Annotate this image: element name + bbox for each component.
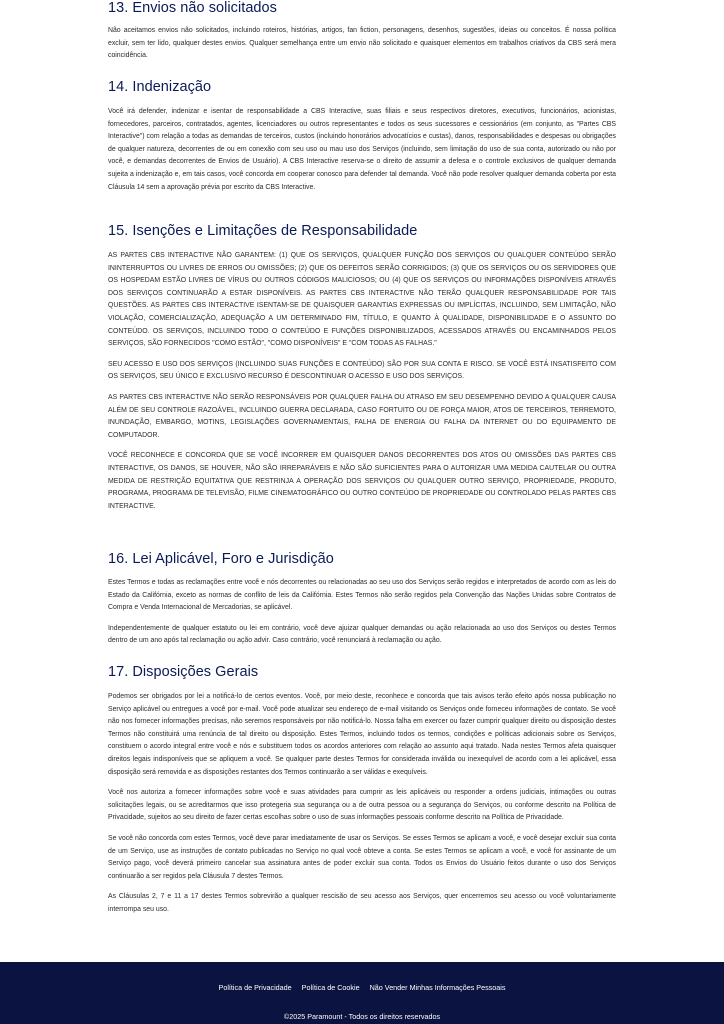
section-paragraph: VOCÊ RECONHECE E CONCORDA QUE SE VOCÊ INCORRER EM QUAISQUER DANOS DECORRENTES DOS ATOS OU OMISSÕES DAS PARTES CBS INTERACTIVE, OS DANOS, SE HOUVER, NÃO SÃO IRREPARÁVEIS E NÃO SÃO SUFICIENTES PARA O AUTORIZAR UMA MEDIDA CAUTELAR OU OUTRA MEDIDA DE RESTRIÇÃO EQUITATIVA QUE RESTRINJA A OPERAÇÃO DOS SERVIÇOS OU QUALQUER OUTRO SERVIÇO, PROPRIEDADE, PRODUTO, PROGRAMA, PROGRAMA DE TELEVISÃO, FILME CINEMATOGRÁFICO OU OUTRO CONTEÚDO DE PROPRIEDADE OU CONTROLADO PELAS PARTES CBS INTERACTIVE. xyxy=(108,452,616,510)
section-paragraph: Independentemente de qualquer estatuto ou lei em contrário, você deve ajuizar qualquer demandas ou ação relacionada ao uso dos Serviços ou destes Termos dentro de um ano após tal reclamação ou ação advir. Caso contrário, você renunciará à reclamação ou ação. xyxy=(108,624,616,645)
section-paragraph: Se você não concorda com estes Termos, você deve parar imediatamente de usar os Serviços. Se esses Termos se aplicam a você, e você desejar excluir sua conta de um Serviço, use as instruções de contato publicadas no Serviço no qual você obteve a conta. Se estes Termos se aplicam a você, e você for assinante de um Serviço pago, você deverá primeiro cancelar sua assinatura antes de poder excluir sua conta. Todos os Envios do Usuário feitos durante o uso dos Serviços continuarão a ser regidos pela Cláusula 7 destes Termos. xyxy=(108,834,616,880)
section-body xyxy=(108,250,616,513)
section-body xyxy=(108,25,616,63)
footer-link-do-not-sell[interactable]: Não Vender Minhas Informações Pessoais xyxy=(369,983,506,992)
section-title: 13. Envios não solicitados xyxy=(108,0,277,16)
section-title: 14. Indenização xyxy=(108,79,212,95)
section-title: 16. Lei Aplicável, Foro e Jurisdição xyxy=(108,551,334,567)
section-body xyxy=(108,106,616,194)
site-footer xyxy=(0,962,724,1024)
section-paragraph: Não aceitamos envios não solicitados, incluindo roteiros, histórias, artigos, fan fiction, personagens, desenhos, sugestões, ideias ou conceitos. É nossa política excluir, sem ter lido, qualquer destes envios. Qualquer semelhança entre um envio não solicitado e quaisquer elementos em trabalhos criativos da CBS será mera coincidência. xyxy=(108,27,616,60)
section-body xyxy=(108,577,616,648)
section-paragraph: Você nos autoriza a fornecer informações sobre você e suas atividades para cumprir as leis aplicáveis ou responder a ordens judiciais, intimações ou outras solicitações legais, ou se acreditarmos que isso protegeria sua segurança ou a de outra pessoa ou a segurança do Serviços, ou conforme descrito na Política de Privacidade, sujeitos ao seu direito de fazer certas escolhas sobre o uso de suas informações pessoais conforme descrito na Política de Privacidade. xyxy=(108,789,616,822)
section-paragraph: Podemos ser obrigados por lei a notificá-lo de certos eventos. Você, por meio deste, reconhece e concorda que tais avisos terão efeito após nossa publicação no Serviço aplicável ou entregues a você por e-mail. Você pode atualizar seu endereço de e-mail visitando os Serviços onde forneceu informações de contato. Se você não nos fornecer informações precisas, não seremos responsáveis por não notificá-lo. Nossa falha em exercer ou fazer cumprir qualquer direito ou disposição destes Termos não constituirá uma renúncia de tal direito ou disposição. Estes Termos, incluindo todos os termos, condições e políticas adicionais sobre os Serviços, constituem o acordo integral entre você e nós e substituem todos os acordos anteriores com relação ao assunto aqui tratado. Nada nestes Termos afeta quaisquer direitos legais indisponíveis que se apliquem a você. Se qualquer parte destes Termos for considerada inválida ou inexequível de acordo com a lei aplicável, essa disposição será removida e as disposições restantes dos Termos continuarão a ser válidas e exequíveis. xyxy=(108,693,616,776)
footer-nav xyxy=(0,983,724,992)
section-paragraph: AS PARTES CBS INTERACTIVE NÃO GARANTEM: (1) QUE OS SERVIÇOS, QUALQUER FUNÇÃO DOS SERVIÇOS OU QUALQUER CONTEÚDO SERÃO ININTERRUPTOS OU LIVRES DE ERROS OU OMISSÕES; (2) QUE OS DEFEITOS SERÃO CORRIGIDOS; (3) QUE OS SERVIÇOS OU OS SERVIDORES QUE OS HOSPEDAM ESTÃO LIVRES DE VÍRUS OU OUTROS CÓDIGOS MALICIOSOS; OU (4) QUE OS SERVIÇOS OU INFORMAÇÕES DISPONÍVEIS ATRAVÉS DOS SERVIÇOS CONTINUARÃO A ESTAR DISPONÍVEIS. AS PARTES CBS INTERACTIVE NÃO TERÃO QUALQUER RESPONSABILIDADE POR TAIS QUESTÕES. AS PARTES CBS INTERACTIVE ISENTAM-SE DE QUAISQUER GARANTIAS EXPRESSAS OU IMPLÍCITAS, INCLUINDO, SEM LIMITAÇÃO, NÃO VIOLAÇÃO, COMERCIALIZAÇÃO, ADEQUAÇÃO A UM DETERMINADO FIM, TÍTULO, E QUANTO À QUALIDADE, DISPONIBILIDADE E O ASSUNTO DO CONTEÚDO. OS SERVIÇOS, INCLUINDO TODO O CONTEÚDO E FUNÇÕES DISPONIBILIZADOS, ACESSADOS ATRAVÉS OU ENCAMINHADOS PELOS SERVIÇOS, SÃO FORNECIDOS "COMO ESTÃO", "COMO DISPONÍVEIS" E "COM TODAS AS FALHAS." xyxy=(108,252,616,348)
section-body xyxy=(108,691,616,917)
footer-link-cookie-policy[interactable]: Política de Cookie xyxy=(301,983,360,992)
section-paragraph: Você irá defender, indenizar e isentar de responsabilidade a CBS Interactive, suas filiais e seus respectivos diretores, executivos, funcionários, acionistas, fornecedores, parceiros, contratados, agentes, licenciadores ou outros representantes e todos os seus sucessores e cessionários (em conjunto, as "Partes CBS Interactive") com relação a todas as demandas de terceiros, custos (incluindo honorários advocatícios e custas), danos, responsabilidades e despesas ou obrigações de qualquer natureza, decorrentes de ou em conexão com seu uso ou mau uso dos Serviços (incluindo, sem limitação do uso de sua conta, autorizado ou não por você, e demandas decorrentes de Envios de Usuário). A CBS Interactive reserva-se o direito de assumir a defesa e o controle exclusivos de qualquer demanda sujeita a indenização e, em tais casos, você concorda em cooperar conosco para defender tal demanda. Você não pode resolver qualquer demanda coberta por esta Cláusula 14 sem a aprovação prévia por escrito da CBS Interactive. xyxy=(108,108,616,191)
footer-copyright: ©2025 Paramount - Todos os direitos reservados xyxy=(283,1012,441,1021)
section-title: 15. Isenções e Limitações de Responsabilidade xyxy=(108,223,418,239)
section-paragraph: AS PARTES CBS INTERACTIVE NÃO SERÃO RESPONSÁVEIS POR QUALQUER FALHA OU ATRASO EM SEU DESEMPENHO DEVIDO A QUALQUER CAUSA ALÉM DE SEU CONTROLE RAZOÁVEL, INCLUINDO GUERRA DECLARADA, CASO FORTUITO OU DE FORÇA MAIOR, ATOS DE TERCEIROS, TERREMOTO, INUNDAÇÃO, EMBARGO, MOTINS, LEGISLAÇÕES GOVERNAMENTAIS, FALHA DE ENERGIA OU FALHA DA INTERNET OU DO EQUIPAMENTO DE COMPUTADOR. xyxy=(108,393,616,439)
footer-link-privacy-policy[interactable]: Política de Privacidade xyxy=(218,983,292,992)
section-paragraph: As Cláusulas 2, 7 e 11 a 17 destes Termos sobrevirão a qualquer rescisão de seu acesso aos Serviços, quer encerremos seu acesso ou você voluntariamente interrompa seu uso. xyxy=(108,893,616,913)
section-title: 17. Disposições Gerais xyxy=(108,664,259,680)
section-paragraph: SEU ACESSO E USO DOS SERVIÇOS (INCLUINDO SUAS FUNÇÕES E CONTEÚDO) SÃO POR SUA CONTA E RISCO. SE VOCÊ ESTÁ INSATISFEITO COM OS SERVIÇOS, SEU ÚNICO E EXCLUSIVO RECURSO É DESCONTINUAR O ACESSO E USO DOS SERVIÇOS. xyxy=(108,360,616,381)
section-paragraph: Estes Termos e todas as reclamações entre você e nós decorrentes ou relacionadas ao seu uso dos Serviços serão regidos e interpretados de acordo com as leis do Estado da Califórnia, exceto as normas de conflito de leis da Califórnia. Estes Termos não serão regidos pela Convenção das Nações Unidas sobre Contratos de Compra e Venda Internacional de Mercadorias, se aplicável. xyxy=(108,579,616,612)
